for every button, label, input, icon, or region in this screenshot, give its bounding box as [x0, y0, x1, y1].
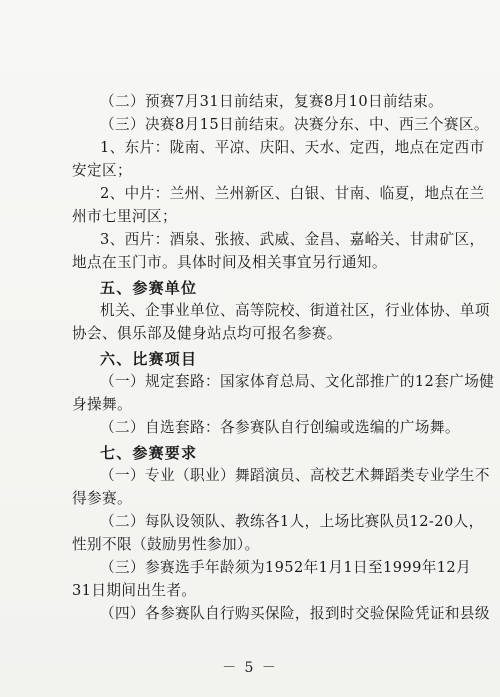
text-line-events-2: 身操舞。: [72, 396, 132, 413]
text-line-req-3: （二）每队设领队、教练各1人，上场比赛队员12-20人，: [100, 513, 484, 530]
text-line-req-7: （四）各参赛队自行购买保险，报到时交验保险凭证和县级: [100, 605, 490, 622]
text-line-west-1: 3、西片：酒泉、张掖、武威、金昌、嘉峪关、甘肃矿区，: [100, 231, 485, 248]
section-heading-requirements: 七、参赛要求: [100, 444, 198, 462]
text-line-req-2: 得参赛。: [72, 490, 132, 507]
text-line-participants-2: 协会、俱乐部及健身站点均可报名参赛。: [72, 325, 342, 342]
text-line-central-2: 州市七里河区；: [72, 208, 177, 225]
page-number: － 5 －: [222, 660, 278, 676]
text-line-req-6: 31日期间出生者。: [72, 582, 197, 599]
text-line-west-2: 地点在玉门市。具体时间及相关事宜另行通知。: [72, 254, 387, 271]
section-heading-events: 六、比赛项目: [100, 350, 198, 368]
text-line-req-4: 性别不限（鼓励男性参加）。: [72, 536, 260, 553]
section-heading-participants: 五、参赛单位: [100, 279, 198, 297]
text-line-events-3: （二）自选套路：各参赛队自行创编或选编的广场舞。: [100, 419, 460, 436]
text-line-req-1: （一）专业（职业）舞蹈演员、高校艺术舞蹈类专业学生不: [100, 467, 490, 484]
text-line-req-5: （三）参赛选手年龄须为1952年1月1日至1999年12月: [100, 559, 472, 576]
text-line-events-1: （一）规定套路：国家体育总局、文化部推广的12套广场健: [100, 373, 495, 390]
text-line-participants-1: 机关、企事业单位、高等院校、街道社区，行业体协、单项: [100, 302, 490, 319]
text-line-central-1: 2、中片：兰州、兰州新区、白银、甘南、临夏，地点在兰: [100, 185, 485, 202]
text-line-east-2: 安定区；: [72, 162, 132, 179]
text-line-final: （三）决赛8月15日前结束。决赛分东、中、西三个赛区。: [100, 116, 489, 133]
text-line-prelim: （二）预赛7月31日前结束，复赛8月10日前结束。: [100, 93, 443, 110]
text-line-east-1: 1、东片：陇南、平凉、庆阳、天水、定西，地点在定西市: [100, 139, 485, 156]
